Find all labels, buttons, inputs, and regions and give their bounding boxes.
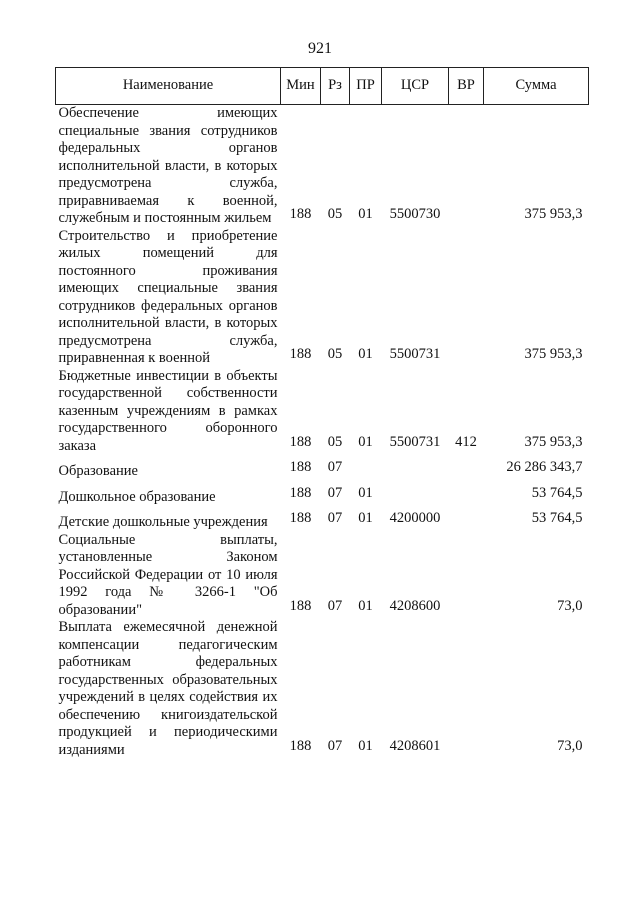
row-csr: 4208600 [389, 597, 441, 614]
row-pr: 01 [358, 433, 373, 450]
page-number: 921 [308, 40, 332, 57]
table-row [56, 506, 589, 532]
row-sum: 53 764,5 [531, 484, 583, 501]
row-rz: 05 [327, 433, 343, 450]
row-name: Детские дошкольные учреждения [58, 514, 268, 530]
row-sum: 26 286 343,7 [506, 459, 583, 475]
column-header-vr: ВР [449, 68, 484, 105]
row-vr [449, 481, 484, 507]
row-rz: 07 [327, 510, 343, 526]
row-min: 188 [289, 597, 312, 614]
row-pr: 01 [358, 737, 373, 754]
row-sum: 73,0 [557, 737, 583, 754]
row-name: Дошкольное образование [58, 488, 216, 505]
row-min: 188 [289, 433, 312, 450]
row-csr: 5500731 [389, 346, 441, 362]
table-row [56, 368, 589, 456]
row-pr: 01 [358, 206, 373, 222]
column-header-csr: ЦСР [382, 68, 449, 105]
row-min: 188 [289, 346, 312, 362]
row-name: Социальные выплаты, установленные Законом Российской Федерации от 10 июля 1992 года № 3266-1 "Об образовании" [58, 531, 278, 618]
row-name: Обеспечение имеющих специальные звания сотрудников федеральных органов исполнительной власти, в которых предусмотрена служба, приравниваемая к военной, служебным и постоянным жильем [58, 105, 278, 226]
row-rz: 05 [327, 206, 343, 222]
row-csr [382, 481, 449, 507]
row-sum: 375 953,3 [524, 346, 583, 362]
row-csr: 5500730 [389, 206, 441, 222]
row-rz: 07 [327, 737, 343, 754]
row-min: 188 [289, 484, 312, 501]
row-min: 188 [289, 459, 312, 475]
row-rz: 07 [327, 597, 343, 614]
column-header-min: Мин [281, 68, 321, 105]
column-header-sum: Сумма [484, 68, 589, 105]
budget-table [55, 67, 589, 759]
row-rz: 05 [327, 346, 343, 362]
table-header-row [56, 68, 589, 105]
row-csr: 5500731 [389, 433, 441, 450]
row-vr: 412 [455, 433, 477, 450]
row-pr: 01 [358, 597, 373, 614]
row-csr [382, 455, 449, 481]
row-rz: 07 [327, 459, 343, 475]
row-vr [449, 105, 484, 228]
row-sum: 375 953,3 [524, 433, 583, 450]
row-pr: 01 [358, 510, 373, 526]
row-name: Образование [58, 463, 138, 479]
table-row [56, 105, 589, 228]
row-sum: 53 764,5 [531, 510, 583, 526]
row-sum: 375 953,3 [524, 206, 583, 222]
table-row [56, 455, 589, 481]
row-rz: 07 [327, 484, 343, 501]
row-vr [449, 532, 484, 620]
row-vr [449, 455, 484, 481]
row-vr [449, 619, 484, 759]
column-header-pr: ПР [350, 68, 382, 105]
column-header-rz: Рз [321, 68, 350, 105]
row-name: Выплата ежемесячной денежной компенсации педагогическим работникам федеральных государственных образовательных учреждений в целях содействия их обеспечению книгоиздательской продукцией и периодическими изданиями [58, 619, 278, 758]
row-sum: 73,0 [557, 597, 583, 614]
row-pr [350, 455, 382, 481]
row-pr: 01 [358, 346, 373, 362]
row-min: 188 [289, 737, 312, 754]
row-min: 188 [289, 510, 312, 526]
row-min: 188 [289, 206, 312, 222]
row-name: Строительство и приобретение жилых помещений для постоянного проживания имеющих специальные звания сотрудников федеральных органов исполнительной власти, в которых предусмотрена служба, приравненная к военной [58, 227, 278, 366]
table-row [56, 619, 589, 759]
row-pr: 01 [358, 484, 373, 501]
row-name: Бюджетные инвестиции в объекты государственной собственности казенным учреждениям в рамках государственного оборонного заказа [58, 367, 278, 454]
table-row [56, 481, 589, 507]
column-header-name: Наименование [56, 68, 281, 105]
table-row [56, 532, 589, 620]
row-csr: 4208601 [389, 737, 441, 754]
row-vr [449, 228, 484, 368]
row-csr: 4200000 [389, 510, 441, 526]
row-vr [449, 506, 484, 532]
table-row [56, 228, 589, 368]
